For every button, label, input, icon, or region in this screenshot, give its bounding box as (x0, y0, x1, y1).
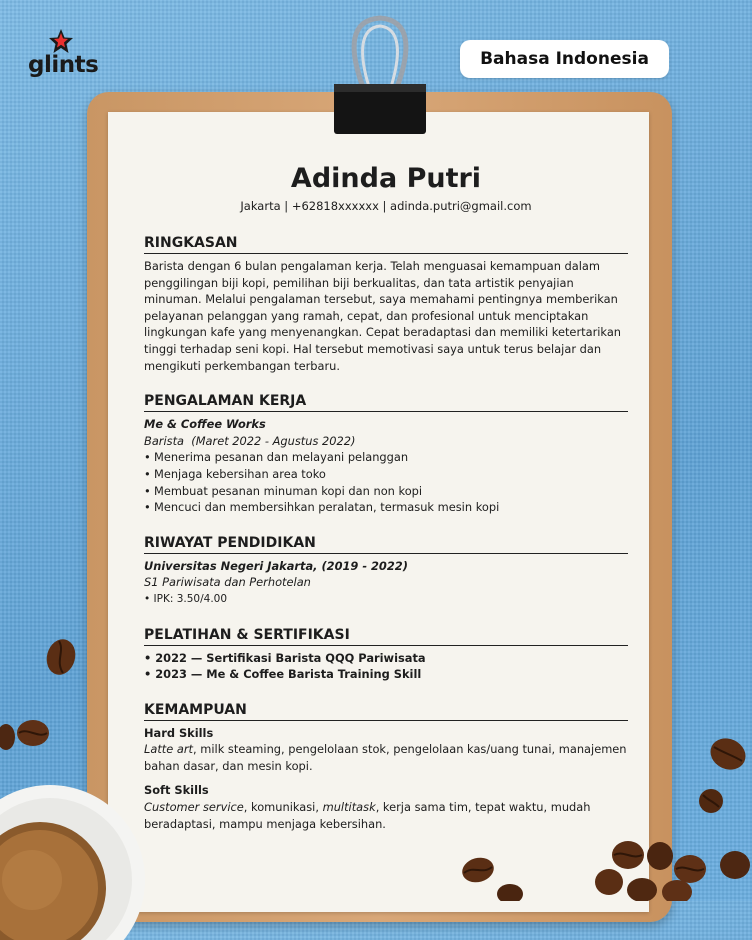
coffee-bean-icon (495, 882, 525, 901)
coffee-bean-icon (718, 848, 752, 882)
list-item: • 2023 — Me & Coffee Barista Training Skill (144, 667, 422, 682)
logo-text: glints (28, 52, 99, 78)
education-school: Universitas Negeri Jakarta, (2019 - 2022) (144, 558, 408, 573)
coffee-bean-icon (45, 637, 77, 677)
education-gpa: • IPK: 3.50/4.00 (144, 592, 228, 605)
list-item: • Menerima pesanan dan melayani pelanggan (144, 450, 409, 465)
coffee-bean-icon (645, 840, 675, 872)
binder-clip-icon (328, 8, 432, 134)
summary-text: Barista dengan 6 bulan pengalaman kerja. Telah menguasai kemampuan dalam penggilingan biji kopi, pemilihan biji berkualitas, dan tata artistik penyajian minuman. Melalui pengalaman tersebut, saya memahami pentingnya memberikan pelayanan pelanggan yang ramah, cepat, dan profesional untuk menciptakan lingkungan kafe yang menyenangkan. Cepat beradaptasi dan memiliki ketertarikan tinggi terhadap seni kopi. Hal tersebut memotivasi saya untuk terus belajar dan mengikuti perkembangan terbaru. (144, 259, 622, 373)
training-section (144, 626, 628, 683)
soft-skills-title: Soft Skills (144, 783, 209, 798)
list-item: • 2022 — Sertifikasi Barista QQQ Pariwisata (144, 650, 426, 665)
soft-skills-text: Customer service, komunikasi, multitask, kerja sama tim, tepat waktu, mudah beradaptasi, mampu menjaga kebersihan. (144, 800, 591, 831)
coffee-bean-icon (625, 876, 659, 901)
summary-title: RINGKASAN (144, 234, 628, 254)
summary-section (144, 234, 628, 374)
coffee-bean-icon (660, 878, 694, 901)
skills-title: KEMAMPUAN (144, 701, 628, 721)
coffee-bean-icon (0, 722, 16, 752)
education-program: S1 Pariwisata dan Perhotelan (144, 575, 311, 590)
training-title: PELATIHAN & SERTIFIKASI (144, 626, 628, 646)
list-item: • Mencuci dan membersihkan peralatan, termasuk mesin kopi (144, 500, 500, 515)
language-badge: Bahasa Indonesia (460, 40, 669, 78)
coffee-bean-icon (460, 855, 496, 885)
glints-logo (28, 28, 100, 78)
contact-info: Jakarta | +62818xxxxxx | adinda.putri@gmail.com (240, 199, 532, 213)
list-item: • Menjaga kebersihan area toko (144, 466, 326, 481)
experience-section (144, 392, 628, 516)
skills-section (144, 701, 628, 833)
candidate-name: Adinda Putri (290, 163, 482, 194)
list-item: • Membuat pesanan minuman kopi dan non kopi (144, 483, 423, 498)
star-icon (48, 28, 74, 54)
coffee-bean-icon (593, 866, 625, 898)
experience-bullets (144, 449, 628, 515)
coffee-cup-icon (0, 770, 150, 940)
experience-role: Barista (Maret 2022 - Agustus 2022) (144, 433, 356, 448)
hard-skills-title: Hard Skills (144, 725, 214, 740)
experience-title: PENGALAMAN KERJA (144, 392, 628, 412)
coffee-bean-icon (15, 717, 51, 749)
coffee-bean-icon (708, 735, 748, 773)
experience-company: Me & Coffee Works (144, 417, 266, 432)
education-section (144, 534, 628, 608)
resume-content (144, 160, 628, 832)
training-list (144, 650, 628, 683)
education-title: RIWAYAT PENDIDIKAN (144, 534, 628, 554)
hard-skills-text: Latte art, milk steaming, pengelolaan stok, pengelolaan kas/uang tunai, manajemen bahan dasar, dan mesin kopi. (144, 742, 627, 773)
coffee-bean-icon (697, 787, 725, 815)
